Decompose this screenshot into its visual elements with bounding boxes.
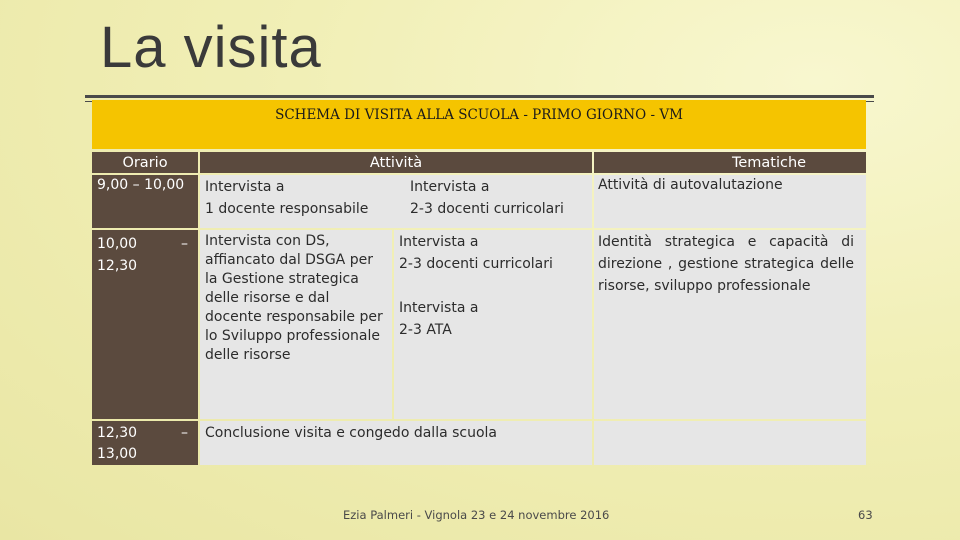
row2-attivita-b <box>394 230 592 419</box>
row3-orario-start: 12,30 <box>97 425 138 441</box>
footer-text: Ezia Palmeri - Vignola 23 e 24 novembre 2016 <box>343 508 610 522</box>
row3-attivita-text: Conclusione visita e congedo dalla scuola <box>205 425 498 441</box>
page-number: 63 <box>858 508 873 522</box>
row1-orario-text: 9,00 – 10,00 <box>97 177 185 193</box>
header-attivita-label: Attività <box>369 155 423 171</box>
row2-orario-end: 12,30 <box>97 258 138 274</box>
slide-title: La visita <box>100 15 322 80</box>
row3-orario-dash: – <box>181 425 188 441</box>
row1-orario <box>92 175 198 228</box>
row1-attivita <box>200 175 592 228</box>
row1-tematiche <box>594 175 866 228</box>
banner-text: SCHEMA DI VISITA ALLA SCUOLA - PRIMO GIORNO - VM <box>275 106 683 123</box>
row2-tematiche <box>594 230 866 419</box>
header-tematiche-label: Tematiche <box>731 155 807 171</box>
header-tematiche <box>594 152 866 173</box>
title-rule <box>85 95 874 98</box>
row2-orario <box>92 230 198 419</box>
header-attivita <box>200 152 592 173</box>
row3-orario <box>92 421 198 465</box>
row3-orario-end: 13,00 <box>97 446 138 462</box>
row3-attivita <box>200 421 592 465</box>
row2-attivita-a-text: Intervista con DS, affiancato dal DSGA per la Gestione strategica delle risorse e dal docente responsabile per lo Sviluppo professionale delle risorse <box>205 233 383 363</box>
row3-tematiche <box>594 421 866 465</box>
row2-orario-start: 10,00 <box>97 236 138 252</box>
row1-attivita-b: Intervista a 2-3 docenti curricolari <box>410 179 564 217</box>
row2-attivita-b1: Intervista a 2-3 docenti curricolari <box>399 234 553 272</box>
schedule-banner <box>92 100 866 149</box>
row2-attivita-a <box>200 230 392 419</box>
row2-attivita-b2: Intervista a 2-3 ATA <box>399 300 479 338</box>
header-orario-label: Orario <box>122 155 168 171</box>
header-orario <box>92 152 198 173</box>
row2-tematiche-text: Identità strategica e capacità di direzione , gestione strategica delle risorse, sviluppo professionale <box>598 234 854 294</box>
row1-tematiche-text: Attività di autovalutazione <box>598 177 783 193</box>
row1-attivita-a: Intervista a 1 docente responsabile <box>205 179 369 217</box>
row2-orario-dash: – <box>181 236 188 252</box>
